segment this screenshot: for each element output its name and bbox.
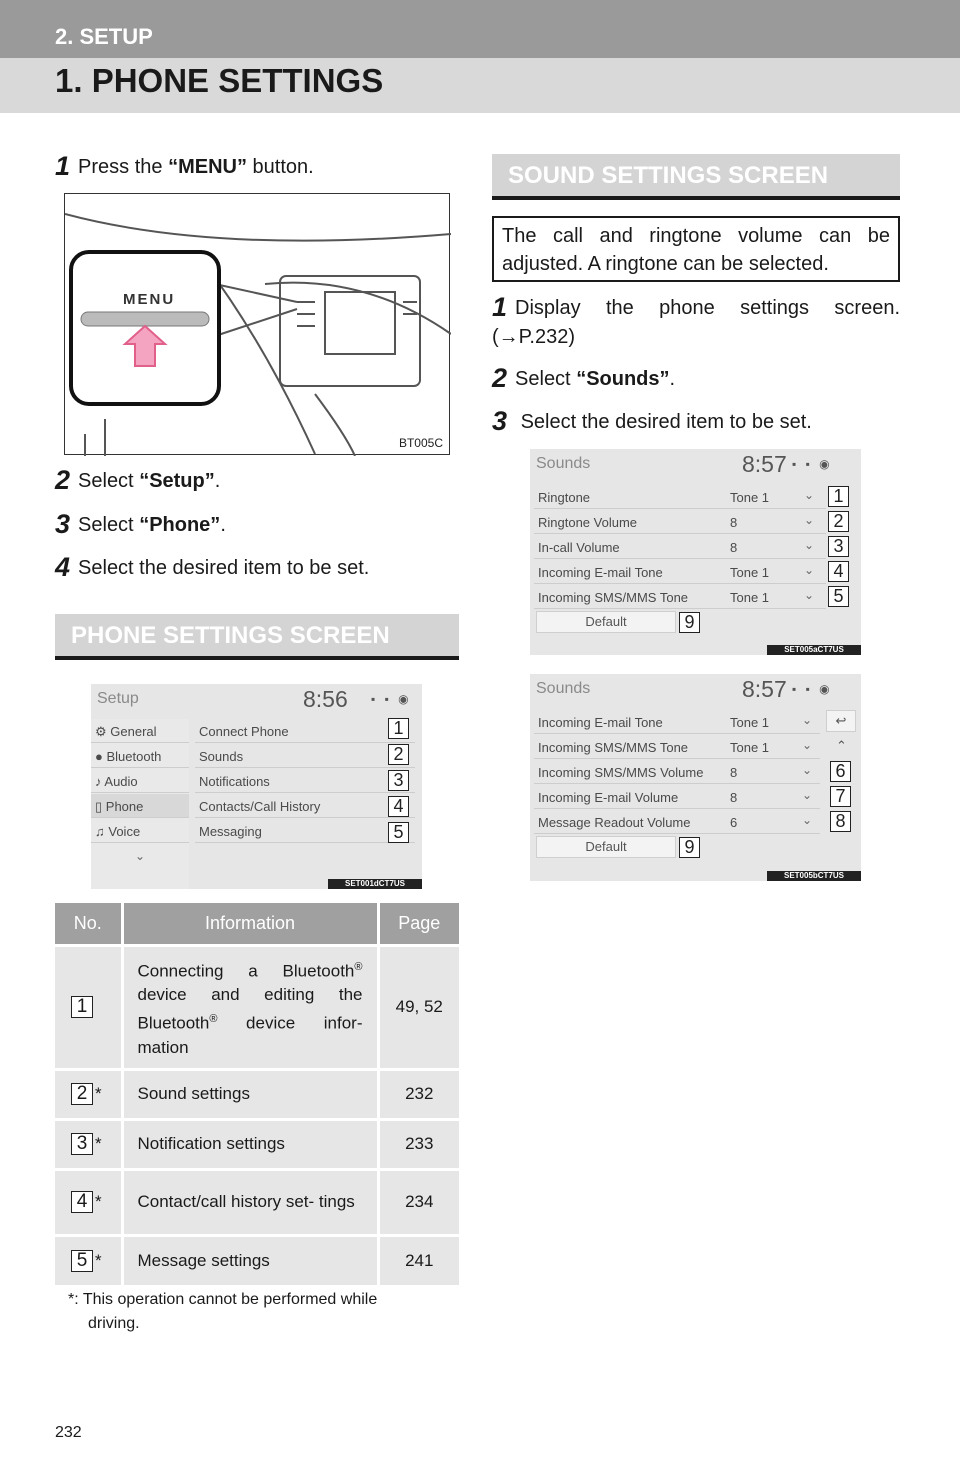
menu-item-messaging: Messaging — [195, 819, 415, 843]
sound-row: Ringtone Tone 1 ⌄ — [534, 485, 826, 509]
chevron-down-icon: ⌄ — [804, 538, 815, 552]
callout-2: 2 — [828, 511, 849, 532]
sound-row: In-call Volume 8 ⌄ — [534, 535, 826, 559]
chevron-down-icon: ⌄ — [804, 488, 815, 502]
row-page: 49, 52 — [378, 945, 459, 1069]
callout-7: 7 — [830, 786, 851, 807]
callout-8: 8 — [830, 811, 851, 832]
row-info: Notification settings — [122, 1119, 378, 1169]
row-info: Connecting a Bluetooth® device and editing the Bluetooth® device infor- mation — [122, 945, 378, 1069]
callout-1: 1 — [388, 718, 409, 739]
row-page: 241 — [378, 1235, 459, 1285]
menu-button-figure — [64, 193, 450, 455]
screen-clock: 8:56 — [303, 686, 348, 712]
sounds-screen-1-screenshot — [530, 449, 861, 655]
col-information: Information — [122, 903, 378, 945]
callout-6: 6 — [830, 761, 851, 782]
row-info: Message settings — [122, 1235, 378, 1285]
step-4: 4 Select the desired item to be set. — [55, 552, 370, 582]
sound-row: Ringtone Volume 8 ⌄ — [534, 510, 826, 534]
row-number-box: 5 — [71, 1250, 93, 1272]
music-note-icon: ♪ — [95, 774, 102, 789]
right-step-1: 1 Display the phone settings screen. (→P.232) — [492, 292, 900, 348]
sound-row: Incoming SMS/MMS Tone Tone 1 ⌄ — [534, 735, 820, 759]
row-page: 233 — [378, 1119, 459, 1169]
menu-item-contacts: Contacts/Call History — [195, 794, 415, 818]
row-page: 232 — [378, 1069, 459, 1119]
dashboard-illustration — [65, 194, 451, 456]
step-3: 3 Select “Phone”. — [55, 509, 226, 539]
screen-clock: 8:57 — [742, 451, 787, 477]
page-title: 1. PHONE SETTINGS — [55, 62, 384, 99]
callout-1: 1 — [828, 486, 849, 507]
row-info: Sound settings — [122, 1069, 378, 1119]
screenshot-code: SET001dCT7US — [328, 879, 422, 889]
intro-note: The call and ringtone volume can be adjusted. A ringtone can be selected. — [492, 216, 900, 282]
callout-3: 3 — [388, 770, 409, 791]
screen-title: Setup — [97, 690, 139, 707]
sidebar-item-phone: ▯ Phone — [91, 794, 189, 818]
row-page: 234 — [378, 1169, 459, 1235]
col-page: Page — [378, 903, 459, 945]
row-number-box: 2 — [71, 1083, 93, 1105]
step-2: 2 Select “Setup”. — [55, 465, 221, 495]
callout-3: 3 — [828, 536, 849, 557]
bluetooth-icon: ● — [95, 749, 103, 764]
screen-clock: 8:57 — [742, 676, 787, 702]
table-row: 4 * Contact/call history set- tings 234 — [55, 1169, 459, 1235]
status-icons: ▪ ▪ ◉ — [792, 457, 833, 471]
chevron-down-icon: ⌄ — [802, 813, 813, 827]
callout-5: 5 — [388, 822, 409, 843]
sound-row: Message Readout Volume 6 ⌄ — [534, 810, 820, 834]
table-row: 3 * Notification settings 233 — [55, 1119, 459, 1169]
row-number-box: 1 — [71, 996, 93, 1018]
menu-label: MENU — [123, 291, 176, 308]
chevron-down-icon: ⌄ — [802, 713, 813, 727]
voice-icon: ♫ — [95, 824, 105, 839]
callout-2: 2 — [388, 744, 409, 765]
sidebar-item-voice: ♫ Voice — [91, 819, 189, 843]
chevron-down-icon: ⌄ — [135, 849, 146, 863]
phone-icon: ▯ — [95, 799, 103, 814]
default-button: Default — [536, 836, 676, 858]
phone-settings-heading: PHONE SETTINGS SCREEN — [55, 614, 459, 660]
sound-row: Incoming E-mail Tone Tone 1 ⌄ — [534, 710, 820, 734]
sound-row: Incoming E-mail Volume 8 ⌄ — [534, 785, 820, 809]
gear-icon: ⚙ — [95, 724, 107, 739]
callout-5: 5 — [828, 586, 849, 607]
callout-9: 9 — [679, 837, 700, 858]
right-step-3: 3 Select the desired item to be set. — [492, 406, 812, 436]
page-number: 232 — [55, 1424, 82, 1441]
sidebar-item-general: ⚙ General — [91, 719, 189, 743]
table-row — [55, 945, 459, 1069]
chevron-down-icon: ⌄ — [804, 588, 815, 602]
callout-4: 4 — [828, 561, 849, 582]
sound-row: Incoming SMS/MMS Tone Tone 1 ⌄ — [534, 585, 826, 609]
chevron-down-icon: ⌄ — [802, 763, 813, 777]
menu-item-sounds: Sounds — [195, 744, 415, 768]
scroll-up-icon: ⌃ — [836, 738, 847, 753]
sound-row: Incoming E-mail Tone Tone 1 ⌄ — [534, 560, 826, 584]
status-icons: ▪ ▪ ◉ — [371, 692, 412, 706]
sidebar-item-bluetooth: ● Bluetooth — [91, 744, 189, 768]
col-no: No. — [55, 903, 122, 945]
chevron-down-icon: ⌄ — [802, 788, 813, 802]
row-info: Contact/call history set- tings — [122, 1169, 378, 1235]
figure-code: BT005C — [398, 436, 443, 450]
menu-item-connect-phone: Connect Phone — [195, 719, 415, 743]
right-step-2: 2 Select “Sounds”. — [492, 363, 676, 393]
default-button: Default — [536, 611, 676, 633]
sounds-screen-2-screenshot — [530, 674, 861, 881]
back-icon: ↩ — [826, 710, 856, 732]
callout-4: 4 — [388, 796, 409, 817]
table-row: 2 * Sound settings 232 — [55, 1069, 459, 1119]
step-1: 1 Press the “MENU” button. — [55, 151, 314, 181]
chevron-down-icon: ⌄ — [804, 513, 815, 527]
chevron-down-icon: ⌄ — [802, 738, 813, 752]
section-label: 2. SETUP — [55, 24, 153, 49]
row-number-box: 3 — [71, 1133, 93, 1155]
setup-sidebar — [91, 719, 189, 889]
sidebar-item-audio: ♪ Audio — [91, 769, 189, 793]
phone-settings-table — [55, 903, 459, 1285]
menu-item-notifications: Notifications — [195, 769, 415, 793]
table-row: 5 * Message settings 241 — [55, 1235, 459, 1285]
screenshot-code: SET005aCT7US — [767, 645, 861, 655]
screenshot-code: SET005bCT7US — [767, 871, 861, 881]
footnote: *: This operation cannot be performed while driving. — [68, 1291, 378, 1332]
status-icons: ▪ ▪ ◉ — [792, 682, 833, 696]
screen-title: Sounds — [536, 680, 591, 697]
sound-row: Incoming SMS/MMS Volume 8 ⌄ — [534, 760, 820, 784]
chevron-down-icon: ⌄ — [804, 563, 815, 577]
setup-screen-screenshot — [91, 684, 422, 889]
callout-9: 9 — [679, 612, 700, 633]
screen-title: Sounds — [536, 455, 591, 472]
sound-settings-heading: SOUND SETTINGS SCREEN — [492, 154, 900, 200]
row-number-box: 4 — [71, 1191, 93, 1213]
